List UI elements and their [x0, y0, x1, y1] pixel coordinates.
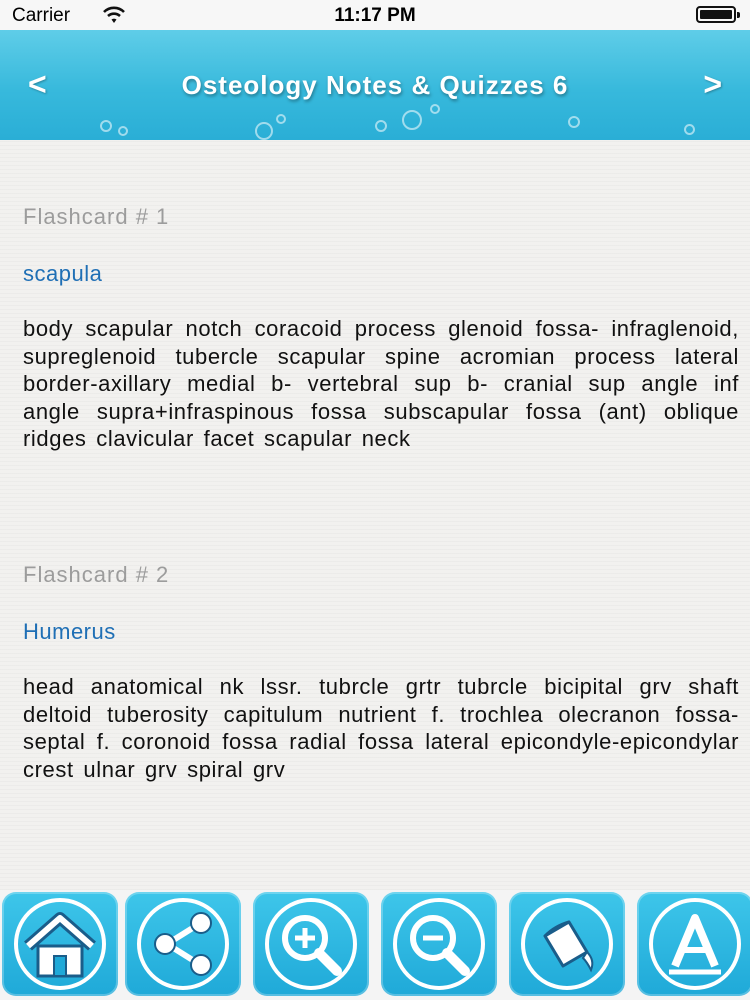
font-size-button[interactable]: [637, 892, 750, 996]
flashcard-list[interactable]: [0, 140, 750, 890]
previous-button[interactable]: <: [28, 66, 47, 102]
flashcard: [23, 204, 739, 453]
flashcard-term: Humerus: [23, 619, 116, 644]
home-button[interactable]: [2, 892, 118, 996]
flashcard-number: Flashcard # 2: [23, 562, 170, 587]
header-bar: [0, 30, 750, 140]
page-title: Osteology Notes & Quizzes 6: [181, 70, 569, 100]
zoom-in-icon: [261, 896, 361, 992]
flashcard-term: scapula: [23, 261, 103, 286]
next-button[interactable]: >: [703, 66, 722, 102]
clock: 11:17 PM: [334, 5, 416, 26]
theme-button[interactable]: [509, 892, 625, 996]
zoom-out-button[interactable]: [381, 892, 497, 996]
battery-icon: [696, 6, 736, 23]
zoom-out-icon: [389, 896, 489, 992]
paint-bucket-icon: [517, 896, 617, 992]
bottom-toolbar: [0, 890, 750, 1000]
status-bar: [0, 0, 750, 30]
carrier-label: Carrier: [12, 5, 71, 26]
flashcard: [23, 562, 739, 783]
flashcard-definition: head anatomical nk lssr. tubrcle grtr tubrcle bicipital grv shaft deltoid tuberosity capitulum nutrient f. trochlea olecranon fossa-septal f. coronoid fossa radial fossa lateral epicondyle-epicondylar crest ulnar grv spiral grv: [23, 674, 739, 782]
zoom-in-button[interactable]: [253, 892, 369, 996]
flashcard-definition: body scapular notch coracoid process glenoid fossa- infraglenoid, supreglenoid tubercle scapular spine acromian process lateral border-axillary medial b- vertebral sup b- cranial sup angle inf angle supra+infraspinous fossa subscapular fossa (ant) oblique ridges clavicular facet scapular neck: [23, 316, 739, 451]
flashcard-number: Flashcard # 1: [23, 204, 170, 229]
share-icon: [133, 896, 233, 992]
share-button[interactable]: [125, 892, 241, 996]
home-icon: [10, 896, 110, 992]
font-icon: [645, 896, 745, 992]
